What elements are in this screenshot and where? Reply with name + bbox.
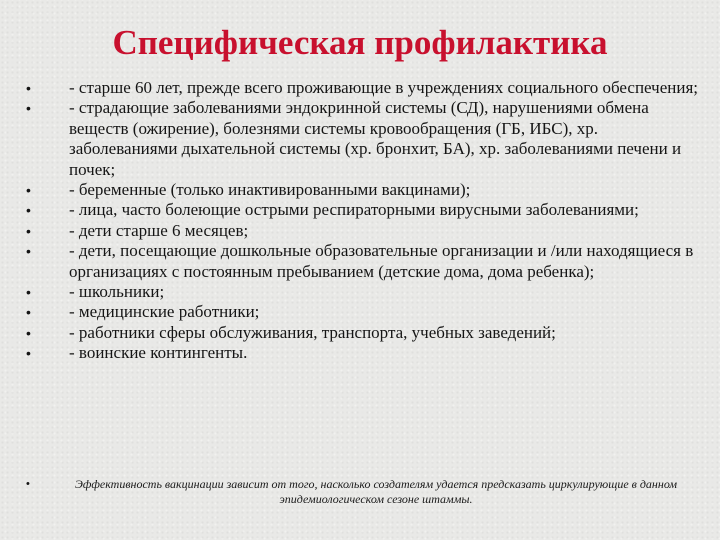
list-item-text: - дети, посещающие дошкольные образовательные организации и /или находящиеся в организациях с постоянным пребыванием (детские дома, дома ребенка); [69, 241, 694, 281]
bullet-icon: • [26, 100, 31, 117]
bullet-icon: • [26, 345, 31, 362]
list-item [26, 98, 706, 180]
list-item-text: - воинские контингенты. [69, 343, 248, 363]
bullet-icon: • [26, 324, 31, 341]
bullet-icon: • [26, 478, 30, 490]
list-item-text: - старше 60 лет, прежде всего проживающие в учреждениях социального обеспечения; [69, 78, 698, 97]
list-item-text: - медицинские работники; [69, 302, 260, 322]
list-item-text: - работники сферы обслуживания, транспорта, учебных заведений; [69, 322, 556, 342]
bullet-icon: • [26, 284, 31, 301]
list-item [26, 343, 706, 363]
list-item-text: - дети старше 6 месяцев; [69, 220, 249, 240]
list-item [26, 78, 706, 98]
list-item-text: - беременные (только инактивированными вакцинами); [69, 180, 471, 200]
slide-title: Специфическая профилактика [112, 23, 608, 62]
bullet-icon: • [26, 304, 31, 321]
bullet-icon: • [26, 182, 31, 199]
bullet-icon: • [26, 80, 31, 96]
list-item [26, 200, 706, 220]
list-item [26, 180, 706, 200]
risk-group-list [26, 78, 706, 364]
list-item-text: - школьники; [69, 282, 165, 302]
footnote-text: Эффективность вакцинации зависит от того, насколько создателям удается предсказать циркулирующие в данном эпидемиологическом сезоне штаммы. [74, 477, 678, 506]
list-item [26, 221, 706, 241]
list-item [26, 282, 706, 302]
list-item [26, 241, 706, 282]
footnote [26, 477, 706, 507]
list-item [26, 323, 706, 343]
list-item [26, 302, 706, 322]
bullet-icon: • [26, 202, 31, 219]
list-item-text: - лица, часто болеющие острыми респираторными вирусными заболеваниями; [69, 200, 639, 220]
bullet-icon: • [26, 243, 31, 260]
list-item-text: - страдающие заболеваниями эндокринной системы (СД), нарушениями обмена веществ (ожирение), болезнями системы кровообращения (ГБ, ИБС), хр. заболеваниями дыхательной системы (хр. бронхит, БА), хр. заболеваниями печени и почек; [69, 98, 682, 179]
bullet-icon: • [26, 222, 31, 239]
